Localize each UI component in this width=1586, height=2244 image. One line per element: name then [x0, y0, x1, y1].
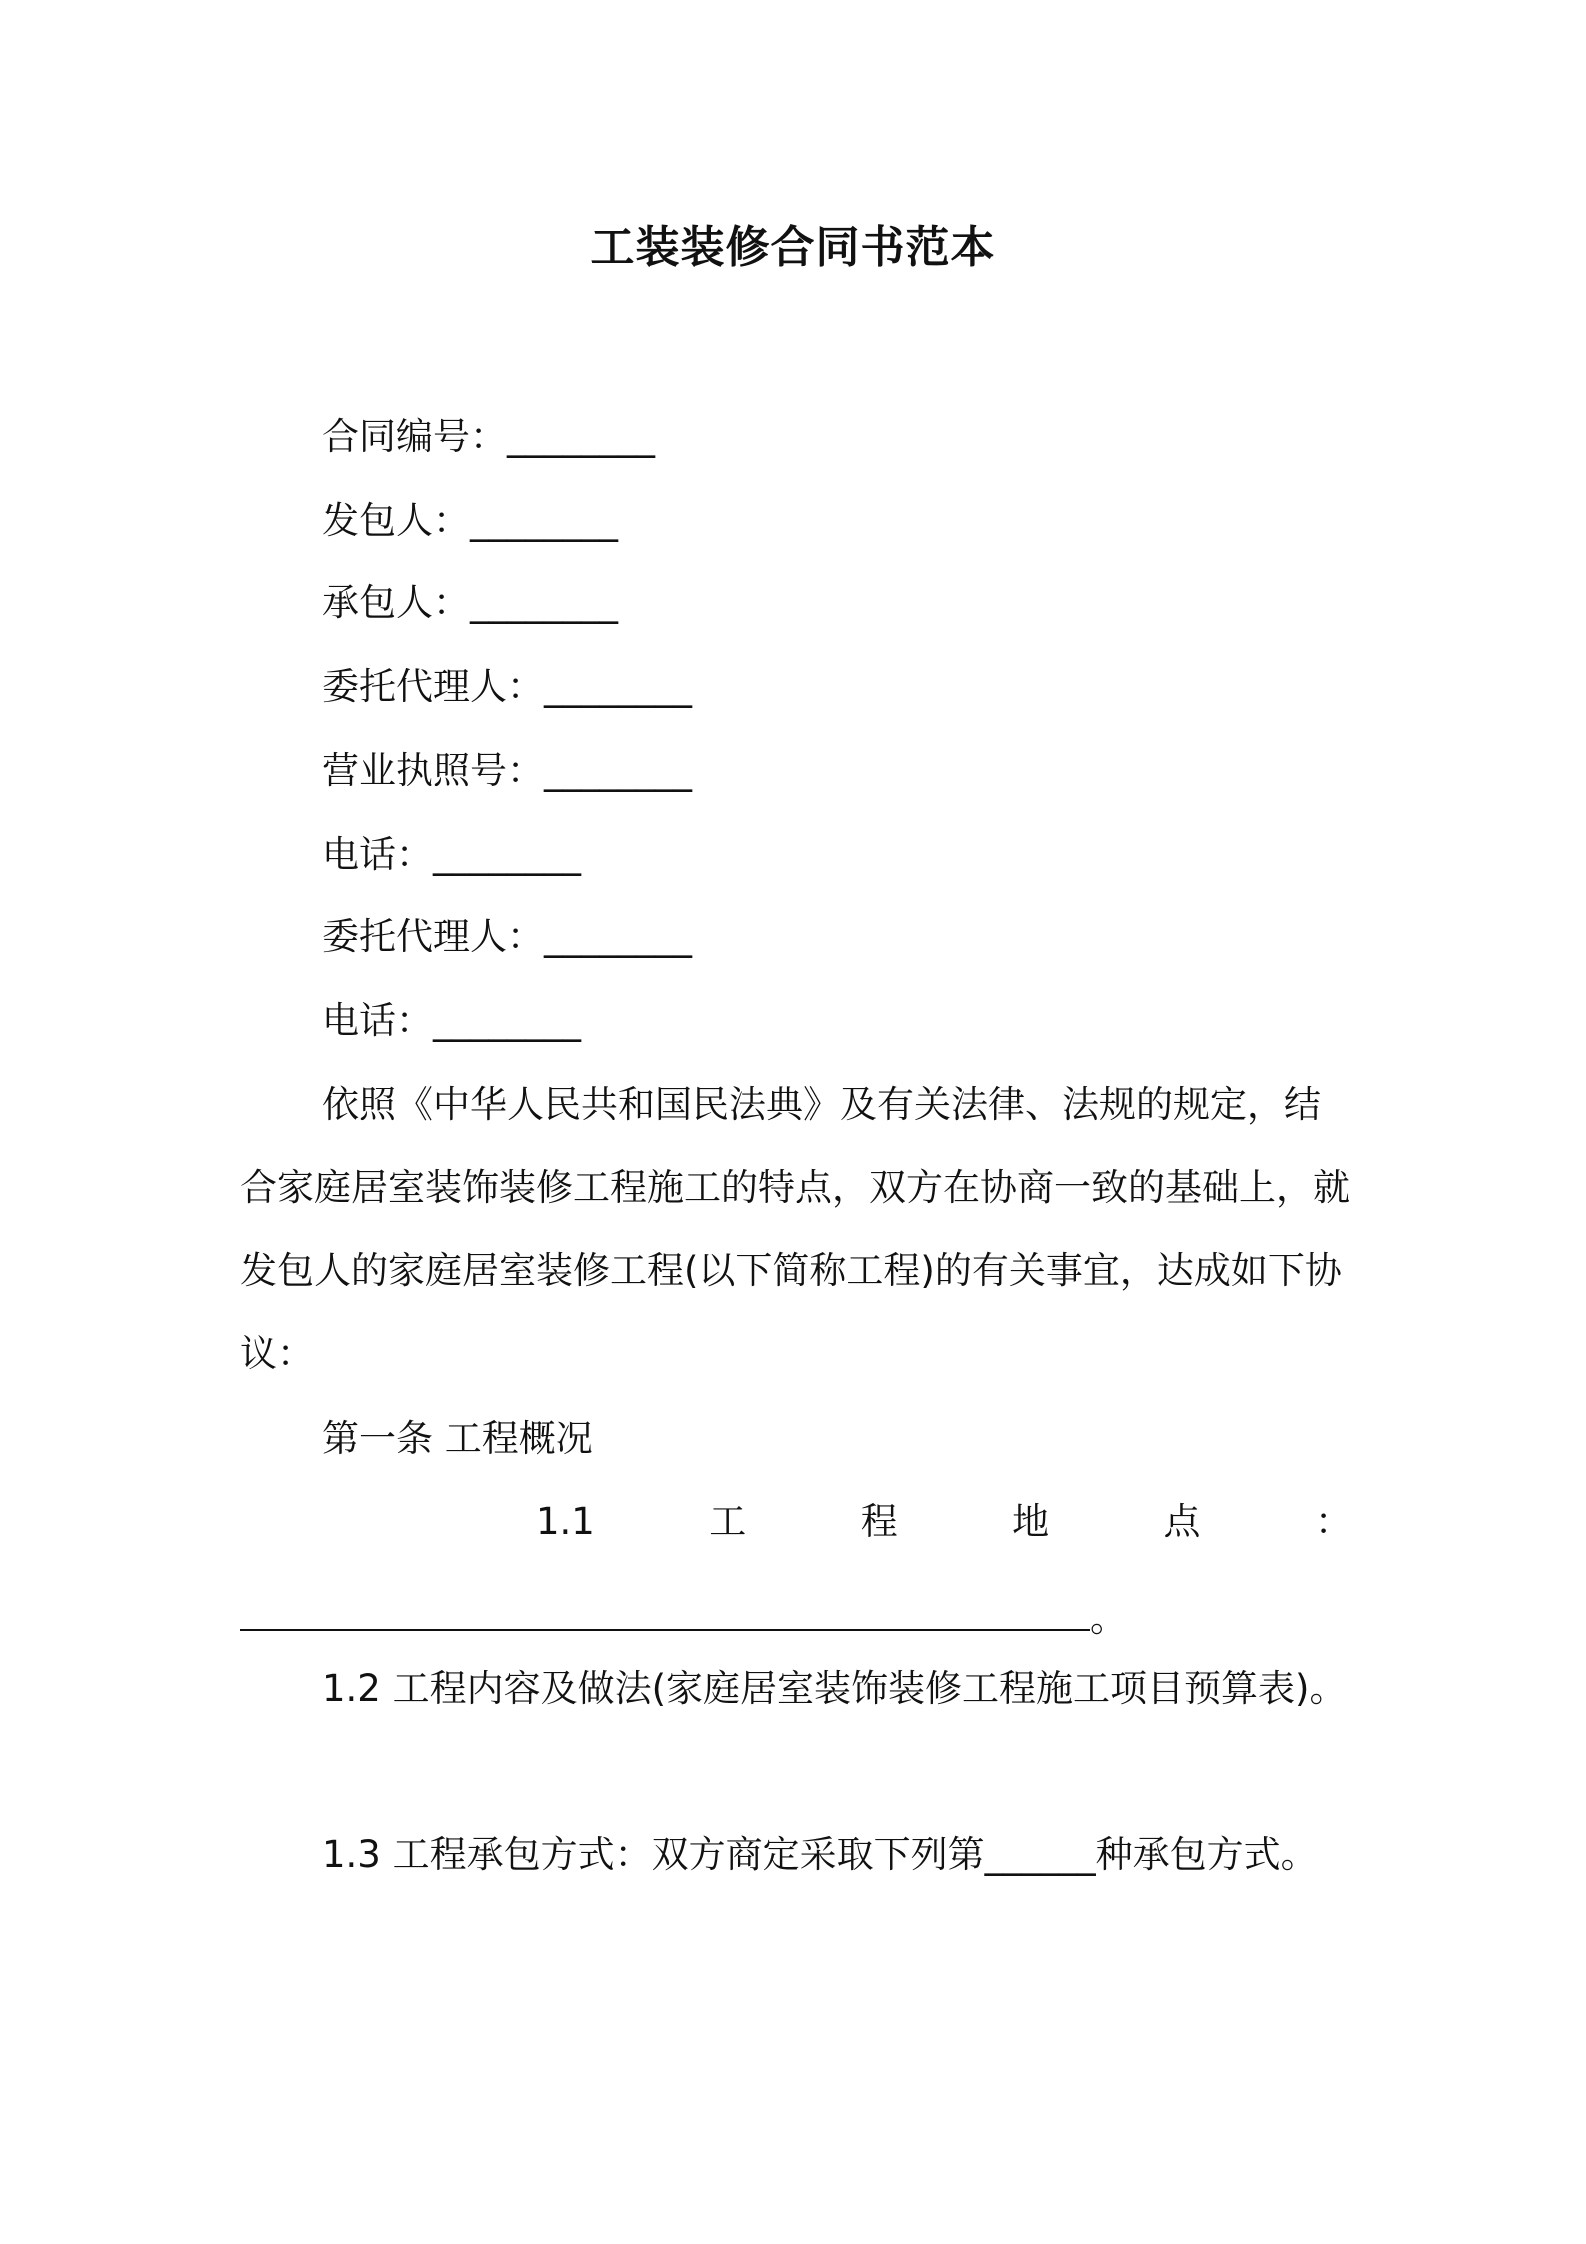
clause-1-2 [240, 1647, 1352, 1730]
agent-field: 委托代理人：________ [322, 665, 692, 708]
contract-number-field: 合同编号：________ [322, 415, 655, 458]
phone-field-2-label: 电话： [322, 999, 433, 1042]
agent-field-2: 委托代理人：________ [322, 915, 692, 958]
article-1-heading: 第一条 工程概况 [322, 1417, 593, 1460]
clause-1-1-char: 程 [860, 1500, 898, 1543]
clause-1-3-text: 1.3 工程承包方式：双方商定采取下列第______种承包方式。 [322, 1833, 1318, 1876]
clause-1-3 [240, 1813, 1352, 1896]
document-title: 工装装修合同书范本 [590, 222, 996, 273]
clause-1-1 [536, 1497, 1352, 1547]
fill-in-rule [240, 1603, 1090, 1631]
employer-field: 发包人：________ [322, 499, 618, 542]
intro-paragraph-text: 依照《中华人民共和国民法典》及有关法律、法规的规定，结合家庭居室装饰装修工程施工的特点，双方在协商一致的基础上，就发包人的家庭居室装修工程(以下简称工程)的有关事宜，达成如下协议： [240, 1083, 1350, 1375]
phone-field: 电话：________ [322, 833, 581, 876]
clause-1-1-char: 工 [709, 1500, 747, 1543]
intro-paragraph [240, 1063, 1352, 1395]
contractor-field: 承包人：________ [322, 581, 618, 624]
clause-1-1-char: 点 [1163, 1500, 1201, 1543]
phone-field-2-blank: ________ [433, 999, 581, 1042]
clause-1-2-text: 1.2 工程内容及做法(家庭居室装饰装修工程施工项目预算表)。 [322, 1667, 1347, 1710]
clause-1-1-blank-line [240, 1594, 1127, 1644]
clause-1-1-number: 1.1 [536, 1500, 595, 1543]
clause-1-1-char: ： [1314, 1500, 1352, 1543]
clause-1-1-end-mark: 。 [1090, 1597, 1127, 1640]
clause-1-1-char: 地 [1012, 1500, 1050, 1543]
business-license-field: 营业执照号：________ [322, 749, 692, 792]
phone-field-2 [322, 996, 581, 1046]
